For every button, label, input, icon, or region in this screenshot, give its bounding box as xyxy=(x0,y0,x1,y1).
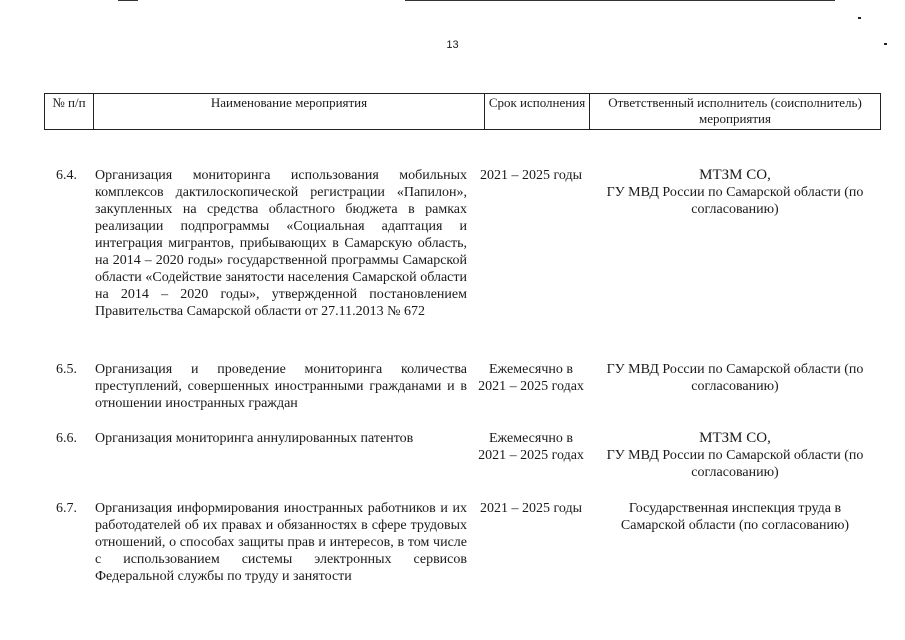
row-executor-secondary: ГУ МВД России по Самарской области (по согласованию) xyxy=(606,362,864,394)
row-executor-secondary: Государственная инспекция труда в Самарской области (по согласованию) xyxy=(620,501,850,533)
top-scan-rule-left xyxy=(118,0,138,1)
scan-speck xyxy=(858,17,861,19)
header-num: № п/п xyxy=(45,94,94,130)
row-executor-primary: МТЗМ СО, xyxy=(699,167,771,183)
row-activity-name: Организация и проведение мониторинга количества преступлений, совершенных иностранными гражданами и в отношении иностранных граждан xyxy=(95,362,467,411)
row-executor-primary: МТЗМ СО, xyxy=(699,430,771,446)
row-term: 2021 – 2025 годы xyxy=(479,168,583,183)
row-executor-secondary: ГУ МВД России по Самарской области (по согласованию) xyxy=(606,448,864,480)
row-number: 6.4. xyxy=(56,168,77,183)
table-header xyxy=(44,93,881,130)
row-executor xyxy=(600,361,870,395)
page-number: 13 xyxy=(446,39,459,51)
row-executor-secondary: ГУ МВД России по Самарской области (по согласованию) xyxy=(606,185,864,217)
row-term: Ежемесячно в 2021 – 2025 годах xyxy=(478,362,584,394)
row-executor xyxy=(600,500,870,534)
row-executor xyxy=(600,167,870,218)
row-term: Ежемесячно в 2021 – 2025 годах xyxy=(478,431,584,463)
header-term: Срок исполнения xyxy=(485,94,590,130)
row-term: 2021 – 2025 годы xyxy=(479,501,583,516)
header-name: Наименование мероприятия xyxy=(94,94,485,130)
top-scan-rule-right xyxy=(405,0,835,1)
row-activity-name: Организация информирования иностранных работников и их работодателей об их правах и обязанностях в сфере трудовых отношений, о способах защиты прав и интересов, в том числе с использованием системы электронных сервисов Федеральной службы по труду и занятости xyxy=(95,501,467,584)
row-number: 6.5. xyxy=(56,362,77,377)
row-activity-name: Организация мониторинга использования мобильных комплексов дактилоскопической регистрации «Папилон», закупленных на средства областного бюджета в рамках реализации подпрограммы «Социальная адаптация и интеграция мигрантов, прибывающих в Самарскую область, на 2014 – 2020 годы» государственной программы Самарской области «Содействие занятости населения Самарской области на 2014 – 2020 годы», утвержденной постановлением Правительства Самарской области от 27.11.2013 № 672 xyxy=(95,168,467,319)
row-executor xyxy=(600,430,870,481)
row-number: 6.6. xyxy=(56,431,77,446)
row-activity-name: Организация мониторинга аннулированных патентов xyxy=(95,431,414,446)
row-number: 6.7. xyxy=(56,501,77,516)
header-executor: Ответственный исполнитель (соисполнитель) мероприятия xyxy=(590,94,881,130)
